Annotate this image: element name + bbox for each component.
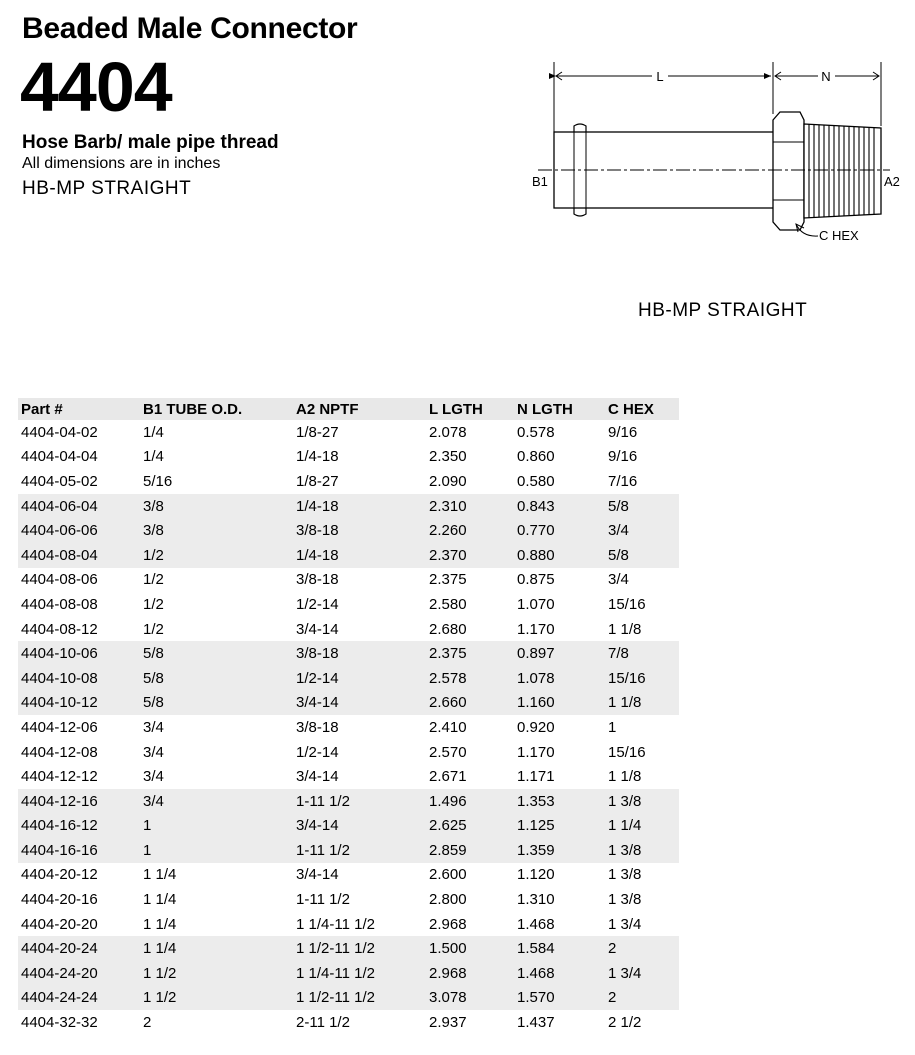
table-cell: 1/2-14	[296, 743, 339, 761]
table-cell: 3/8-18	[296, 718, 339, 736]
table-cell: 1-11 1/2	[293, 789, 426, 814]
label-c-hex: C HEX	[819, 228, 859, 243]
table-cell: 4404-24-20	[18, 961, 140, 986]
table-cell: 4404-12-06	[21, 718, 98, 736]
table-cell: 1.171	[517, 768, 555, 786]
table-cell: 1.310	[517, 891, 555, 909]
table-cell: 3/4	[605, 518, 679, 543]
table-cell: 1.468	[514, 961, 605, 986]
label-l: L	[656, 69, 664, 84]
table-cell: 1/4	[143, 448, 164, 466]
table-cell: 1 1/4	[143, 891, 177, 909]
table-cell: 1.170	[517, 743, 555, 761]
table-cell: 3/4	[143, 718, 164, 736]
specification-table	[18, 398, 679, 1035]
table-cell: 1	[608, 718, 617, 736]
table-row	[18, 420, 679, 445]
table-cell: 1	[140, 814, 293, 839]
table-cell: 1	[140, 838, 293, 863]
table-cell: 1 1/8	[608, 768, 642, 786]
table-cell: 1-11 1/2	[293, 838, 426, 863]
table-cell: 4404-24-24	[18, 986, 140, 1011]
table-cell: 1 3/8	[608, 866, 642, 884]
table-cell: 1.584	[514, 936, 605, 961]
table-cell: 3/8-18	[296, 571, 339, 589]
table-cell: 2.937	[429, 1014, 467, 1032]
table-cell: 3/4-14	[296, 768, 339, 786]
table-cell: 2.800	[429, 891, 467, 909]
table-row	[18, 863, 679, 888]
table-cell: 0.920	[517, 718, 555, 736]
table-row	[18, 814, 679, 839]
table-cell: 1.437	[517, 1014, 555, 1032]
table-cell: 2.370	[426, 543, 514, 568]
table-cell: 4404-08-12	[21, 620, 98, 638]
table-cell: 4404-08-04	[18, 543, 140, 568]
table-cell: 3/8	[140, 494, 293, 519]
table-cell: 0.880	[514, 543, 605, 568]
table-cell: 1/2-14	[293, 666, 426, 691]
fitting-diagram	[528, 52, 898, 252]
table-cell: 1.353	[514, 789, 605, 814]
table-cell: 1 1/2-11 1/2	[293, 986, 426, 1011]
table-cell: 2-11 1/2	[296, 1014, 350, 1032]
column-header: B1 TUBE O.D.	[140, 398, 293, 420]
table-cell: 0.770	[514, 518, 605, 543]
table-cell: 1 1/4	[140, 936, 293, 961]
table-cell: 3/4	[143, 768, 164, 786]
table-row	[18, 887, 679, 912]
table-cell: 5/8	[605, 494, 679, 519]
table-cell: 2.671	[429, 768, 467, 786]
table-cell: 4404-12-16	[18, 789, 140, 814]
table-cell: 4404-20-12	[21, 866, 98, 884]
table-cell: 1.078	[514, 666, 605, 691]
column-header: A2 NPTF	[293, 398, 426, 420]
table-cell: 1-11 1/2	[296, 891, 350, 909]
table-row	[18, 445, 679, 470]
table-cell: 4404-12-12	[21, 768, 98, 786]
table-row	[18, 838, 679, 863]
table-row	[18, 1010, 679, 1035]
table-cell: 9/16	[608, 423, 638, 441]
table-cell: 1/4-18	[293, 543, 426, 568]
table-cell: 2.580	[429, 595, 467, 613]
table-cell: 4404-06-06	[18, 518, 140, 543]
table-cell: 7/8	[605, 641, 679, 666]
table-cell: 3/8-18	[293, 518, 426, 543]
table-cell: 4404-20-20	[21, 915, 98, 933]
table-cell: 1.125	[514, 814, 605, 839]
table-cell: 0.578	[517, 423, 555, 441]
table-cell: 1.070	[517, 595, 555, 613]
table-cell: 2.260	[426, 518, 514, 543]
table-cell: 1 1/8	[608, 620, 642, 638]
table-cell: 1.359	[514, 838, 605, 863]
table-cell: 1/2-14	[296, 595, 339, 613]
table-cell: 3/4	[608, 571, 629, 589]
product-subtitle: Hose Barb/ male pipe thread	[22, 132, 279, 153]
table-cell: 1 1/2	[140, 986, 293, 1011]
table-row	[18, 936, 679, 961]
table-cell: 3.078	[426, 986, 514, 1011]
table-row	[18, 961, 679, 986]
table-row	[18, 494, 679, 519]
dimensions-note: All dimensions are in inches	[22, 155, 221, 172]
table-cell: 3/4	[140, 789, 293, 814]
table-cell: 4404-05-02	[21, 472, 98, 490]
table-cell: 1 3/8	[605, 838, 679, 863]
table-row	[18, 912, 679, 937]
column-header: N LGTH	[514, 398, 605, 420]
table-cell: 2.570	[429, 743, 467, 761]
table-cell: 0.875	[517, 571, 555, 589]
label-b1: B1	[532, 174, 548, 189]
table-cell: 15/16	[608, 595, 646, 613]
table-cell: 1 1/2	[140, 961, 293, 986]
table-cell: 2.310	[426, 494, 514, 519]
table-cell: 2.078	[429, 423, 467, 441]
table-cell: 9/16	[608, 448, 638, 466]
table-cell: 2.968	[426, 961, 514, 986]
table-cell: 2.375	[426, 641, 514, 666]
table-row	[18, 764, 679, 789]
table-cell: 1.160	[514, 691, 605, 716]
table-cell: 1 3/4	[605, 961, 679, 986]
table-cell: 4404-32-32	[21, 1014, 98, 1032]
table-cell: 1 1/8	[605, 691, 679, 716]
table-cell: 4404-16-12	[18, 814, 140, 839]
table-cell: 4404-20-16	[21, 891, 98, 909]
table-row	[18, 469, 679, 494]
column-header: Part #	[18, 398, 140, 420]
label-a2: A2	[884, 174, 900, 189]
table-cell: 0.860	[517, 448, 555, 466]
table-cell: 3/4-14	[296, 866, 339, 884]
table-cell: 4404-10-08	[18, 666, 140, 691]
table-cell: 3/8	[140, 518, 293, 543]
table-cell: 4404-08-06	[21, 571, 98, 589]
diagram-caption: HB-MP STRAIGHT	[638, 300, 808, 321]
table-cell: 2.578	[426, 666, 514, 691]
table-row	[18, 592, 679, 617]
table-cell: 2	[605, 936, 679, 961]
table-cell: 1.500	[426, 936, 514, 961]
hex-nut	[773, 112, 804, 230]
table-header-row	[18, 398, 679, 420]
table-cell: 3/4	[143, 743, 164, 761]
product-title: Beaded Male Connector	[22, 12, 358, 45]
table-cell: 4404-10-12	[18, 691, 140, 716]
table-cell: 15/16	[608, 743, 646, 761]
table-row	[18, 617, 679, 642]
table-cell: 7/16	[608, 472, 638, 490]
table-cell: 2.625	[426, 814, 514, 839]
table-cell: 1 3/4	[608, 915, 642, 933]
pipe-thread	[804, 124, 881, 218]
table-cell: 4404-12-08	[21, 743, 98, 761]
table-row	[18, 986, 679, 1011]
table-cell: 1/2	[143, 571, 164, 589]
table-cell: 0.897	[514, 641, 605, 666]
table-cell: 2.600	[429, 866, 467, 884]
table-cell: 4404-04-02	[21, 423, 98, 441]
table-cell: 1/4-18	[293, 494, 426, 519]
table-cell: 15/16	[605, 666, 679, 691]
table-row	[18, 691, 679, 716]
table-cell: 2.680	[429, 620, 467, 638]
table-cell: 1.120	[517, 866, 555, 884]
column-header: L LGTH	[426, 398, 514, 420]
table-cell: 1 1/2-11 1/2	[293, 936, 426, 961]
table-cell: 3/4-14	[293, 814, 426, 839]
table-cell: 1/8-27	[296, 423, 339, 441]
table-cell: 1 3/8	[605, 789, 679, 814]
table-cell: 1 1/4	[605, 814, 679, 839]
table-row	[18, 518, 679, 543]
table-cell: 4404-20-24	[18, 936, 140, 961]
table-cell: 3/4-14	[293, 691, 426, 716]
table-cell: 5/8	[140, 691, 293, 716]
table-row	[18, 715, 679, 740]
part-number: 4404	[20, 48, 172, 126]
table-cell: 1.496	[426, 789, 514, 814]
table-cell: 1/4-18	[296, 448, 339, 466]
table-cell: 0.580	[517, 472, 555, 490]
table-row	[18, 789, 679, 814]
table-cell: 4404-08-08	[21, 595, 98, 613]
label-n: N	[821, 69, 831, 84]
table-cell: 2.375	[429, 571, 467, 589]
table-cell: 1 1/4-11 1/2	[293, 961, 426, 986]
table-cell: 2.410	[429, 718, 467, 736]
table-cell: 2.859	[426, 838, 514, 863]
table-cell: 1/8-27	[296, 472, 339, 490]
table-cell: 5/16	[143, 472, 173, 490]
style-label: HB-MP STRAIGHT	[22, 178, 192, 199]
table-cell: 1 3/8	[608, 891, 642, 909]
table-cell: 1/2	[140, 543, 293, 568]
table-row	[18, 666, 679, 691]
table-cell: 3/4-14	[296, 620, 339, 638]
table-cell: 2	[605, 986, 679, 1011]
table-cell: 5/8	[140, 666, 293, 691]
table-cell: 4404-04-04	[21, 448, 98, 466]
table-cell: 1/4	[143, 423, 164, 441]
column-header: C HEX	[605, 398, 679, 420]
table-cell: 4404-10-06	[18, 641, 140, 666]
table-cell: 1.468	[517, 915, 555, 933]
table-cell: 5/8	[140, 641, 293, 666]
table-row	[18, 740, 679, 765]
table-cell: 2.968	[429, 915, 467, 933]
table-cell: 1/2	[143, 620, 164, 638]
table-cell: 1 1/4-11 1/2	[296, 915, 375, 933]
table-row	[18, 641, 679, 666]
table-cell: 2.350	[429, 448, 467, 466]
table-cell: 1.170	[517, 620, 555, 638]
dimension-n	[775, 69, 879, 84]
dimension-l	[556, 69, 771, 84]
table-cell: 2 1/2	[608, 1014, 642, 1032]
table-row	[18, 543, 679, 568]
table-cell: 2.090	[429, 472, 467, 490]
table-cell: 1/2	[143, 595, 164, 613]
table-cell: 2	[143, 1014, 152, 1032]
table-cell: 1 1/4	[143, 915, 177, 933]
table-cell: 0.843	[514, 494, 605, 519]
table-cell: 4404-06-04	[18, 494, 140, 519]
table-cell: 1.570	[514, 986, 605, 1011]
table-cell: 5/8	[605, 543, 679, 568]
table-cell: 3/8-18	[293, 641, 426, 666]
table-cell: 1 1/4	[143, 866, 177, 884]
table-cell: 2.660	[426, 691, 514, 716]
table-cell: 4404-16-16	[18, 838, 140, 863]
table-row	[18, 568, 679, 593]
